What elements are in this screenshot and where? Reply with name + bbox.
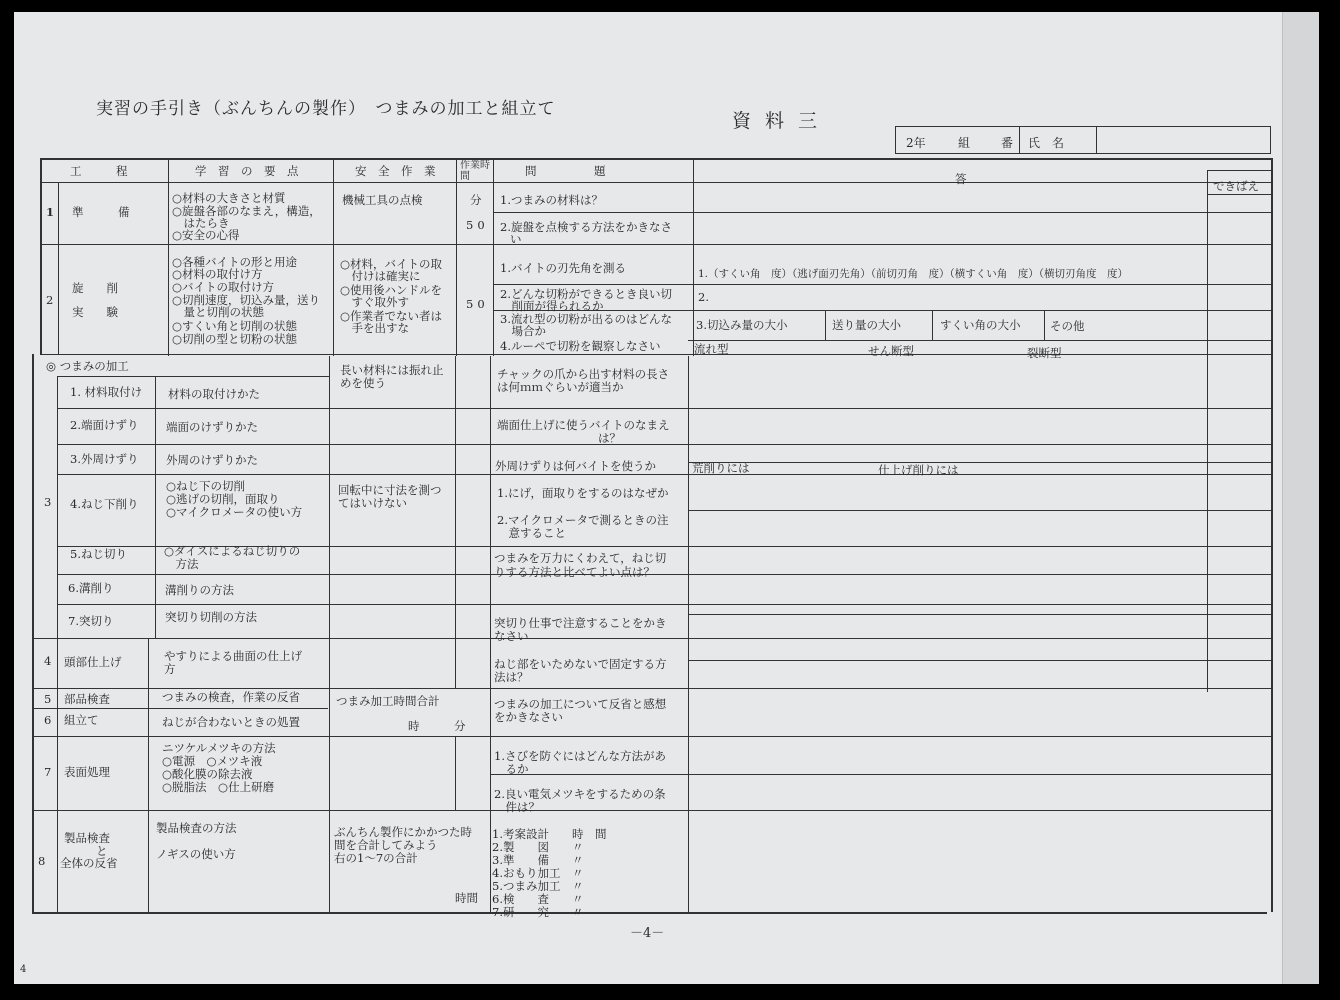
point-text: ○酸化膜の除去液	[162, 767, 253, 781]
number-label: 番	[1001, 136, 1014, 150]
point-text: ○ねじ下の切削	[166, 479, 246, 493]
point-text: ○各種バイトの形と用途	[172, 255, 298, 269]
point-text: 量と切削の状態	[172, 305, 264, 319]
time-text: 50	[466, 297, 489, 311]
point-text: ○脱脂法 ○仕上研磨	[162, 780, 275, 794]
process-name: 旋 削	[72, 281, 118, 295]
point-text: ○バイトの取付け方	[172, 280, 275, 294]
question-text: 1.さびを防ぐにはどんな方法があ	[494, 749, 666, 763]
question-text: 5.つまみ加工 〃	[492, 879, 584, 893]
point-text: はたらき	[172, 216, 230, 230]
name-field[interactable]	[1111, 134, 1261, 150]
safety-text: 時 分	[408, 719, 466, 733]
safety-text: 手を出すな	[340, 321, 409, 335]
row-number: 1	[46, 205, 55, 219]
safety-text: ○材料，バイトの取	[340, 257, 443, 271]
subprocess-name: 1. 材料取付け	[70, 385, 143, 399]
safety-text: めを使う	[340, 376, 386, 390]
row-number: 2	[46, 293, 54, 307]
safety-text: 付けは確実に	[340, 269, 421, 283]
point-text: ねじが合わないときの処置	[162, 715, 300, 729]
point-text: ○旋盤各部のなまえ，構造，	[172, 204, 321, 218]
safety-text: 時間	[455, 891, 478, 905]
question-text: 4.ルーペで切粉を観察しなさい	[500, 339, 661, 353]
answer-text: その他	[1050, 319, 1085, 333]
safety-text: 回転中に寸法を測つ	[338, 483, 442, 497]
process-name: と	[96, 844, 108, 858]
safety-text: ○使用後ハンドルを	[340, 283, 443, 297]
process-name: 組立て	[64, 713, 99, 727]
question-text: 4.おもり加工 〃	[492, 866, 584, 880]
question-text: 6.検 査 〃	[492, 892, 584, 906]
point-text: ○すくい角と切削の状態	[172, 319, 298, 333]
point-text: 突切り切削の方法	[165, 610, 257, 624]
col-answer: 答	[955, 172, 967, 186]
row-number: 8	[38, 854, 46, 868]
question-text: 端面仕上げに使うバイトのなまえ	[497, 418, 670, 432]
safety-text: つまみ加工時間合計	[336, 694, 440, 708]
question-text: チャックの爪から出す材料の長さ	[497, 367, 670, 381]
col-process: 工 程	[70, 164, 128, 178]
point-text: ○切削速度，切込み量，送り	[172, 293, 321, 307]
question-text: は？	[598, 431, 621, 445]
point-text: ノギスの使い方	[156, 847, 236, 861]
question-text: 意すること	[497, 526, 566, 540]
row-number: 5	[44, 692, 52, 706]
process-name: 表面処理	[64, 765, 110, 779]
process-name: 頭部仕上げ	[64, 655, 122, 669]
point-text: ○マイクロメータの使い方	[166, 505, 303, 519]
time-text: 分	[470, 193, 482, 207]
subprocess-name: 7.突切り	[68, 614, 114, 628]
row-number: 6	[44, 713, 52, 727]
col-question: 問 題	[525, 164, 606, 178]
point-text: ○安全の心得	[172, 228, 240, 242]
safety-text: 機械工具の点検	[342, 193, 423, 207]
point-text: 外周のけずりかた	[166, 453, 258, 467]
question-text: 2.マイクロメータで測るときの注	[497, 513, 669, 527]
question-text: ねじ部をいためないで固定する方	[494, 657, 667, 671]
answer-text: 裂断型	[1027, 346, 1062, 360]
point-text: ○材料の大きさと材質	[172, 191, 286, 205]
safety-text: 右の1～7の合計	[334, 851, 418, 865]
col-safety: 安 全 作 業	[355, 164, 436, 178]
safety-text: ぶんちん製作にかかつた時	[334, 825, 472, 839]
answer-text: 1.（すくい角 度）（逃げ面刃先角）（前切刃角 度）（横すくい角 度）（横切刃角度 度）	[698, 268, 1129, 280]
material-number: 資料三	[732, 110, 832, 132]
process-name: 実 験	[72, 305, 118, 319]
point-text: 端面のけずりかた	[166, 420, 258, 434]
question-text: は何ｍｍぐらいが適当か	[497, 380, 624, 394]
page-fold-edge	[1282, 12, 1319, 984]
question-text: 2.製 図 〃	[492, 840, 584, 854]
safety-text: てはいけない	[338, 496, 407, 510]
question-text: い	[510, 232, 522, 246]
question-text: 1.バイトの刃先角を測る	[500, 261, 626, 275]
safety-text: ○作業者でない者は	[340, 309, 443, 323]
grade-label: 2年	[906, 136, 926, 150]
answer-text: せん断型	[868, 344, 914, 358]
question-text: 1.にげ，面取りをするのはなぜか	[497, 486, 669, 500]
subprocess-name: 2.端面けずり	[70, 418, 139, 432]
question-text: なさい	[494, 629, 529, 643]
subprocess-name: 5.ねじ切り	[70, 547, 127, 561]
safety-text: 長い材料には振れ止	[340, 363, 444, 377]
question-text: るか	[494, 762, 529, 776]
point-text: 方	[164, 662, 176, 676]
page-title: 実習の手引き（ぶんちんの製作） つまみの加工と組立て	[96, 99, 556, 119]
answer-text: 2.	[698, 290, 709, 304]
row-number: 7	[44, 765, 52, 779]
process-name: 準 備	[72, 205, 130, 219]
page-number: －4－	[630, 926, 665, 941]
point-text: 材料の取付けかた	[168, 387, 260, 401]
answer-text: 送り量の大小	[832, 318, 901, 332]
safety-text: すぐ取外す	[340, 295, 409, 309]
point-text: ○逃げの切削，面取り	[166, 492, 280, 506]
question-text: 7.研 究 〃	[492, 905, 584, 919]
point-text: 方法	[164, 557, 199, 571]
question-text: 2.どんな切粉ができるとき良い切	[500, 287, 672, 301]
subprocess-name: 6.溝削り	[68, 581, 114, 595]
point-text: ○ダイスによるねじ切りの	[164, 544, 301, 558]
process-name: 部品検査	[64, 692, 110, 706]
question-text: 1.考案設計 時 間	[492, 827, 607, 841]
question-text: つまみを万力にくわえて，ねじ切	[494, 551, 667, 565]
point-text: ニツケルメツキの方法	[162, 741, 276, 755]
answer-text: 流れ型	[694, 342, 729, 356]
question-text: 3.準 備 〃	[492, 853, 584, 867]
question-text: 3.流れ型の切粉が出るのはどんな	[500, 312, 672, 326]
answer-text: 仕上げ削りには	[878, 463, 959, 477]
question-text: 1.つまみの材料は？	[500, 193, 603, 207]
subprocess-name: 4.ねじ下削り	[70, 497, 139, 511]
point-text: ○電源 ○メツキ液	[162, 754, 263, 768]
corner-mark: 4	[20, 964, 27, 975]
question-text: 2.良い電気メツキをするための条	[494, 787, 666, 801]
safety-text: 間を合計してみよう	[334, 838, 438, 852]
process-name: 全体の反省	[60, 856, 118, 870]
row-number: 3	[44, 495, 52, 509]
time-text: 50	[466, 218, 489, 232]
col-dekibae: できばえ	[1213, 179, 1259, 193]
row-number: 4	[44, 654, 52, 668]
class-label: 組	[958, 136, 971, 150]
question-text: 法は？	[494, 670, 529, 684]
name-label: 氏 名	[1028, 136, 1065, 150]
student-name-box	[895, 126, 1271, 154]
point-text: ○材料の取付け方	[172, 267, 263, 281]
question-text: をかきなさい	[494, 710, 563, 724]
col-points: 学 習 の 要 点	[195, 164, 299, 178]
col-time: 作業時間	[460, 160, 490, 182]
question-text: 突切り仕事で注意することをかき	[494, 616, 667, 630]
point-text: 溝削りの方法	[165, 583, 234, 597]
point-text: やすりによる曲面の仕上げ	[164, 649, 302, 663]
question-text: りする方法と比べてよい点は？	[494, 565, 655, 579]
point-text: 製品検査の方法	[156, 821, 237, 835]
subprocess-name: 3.外周けずり	[70, 452, 139, 466]
point-text: つまみの検査，作業の反省	[162, 690, 300, 704]
answer-text: 3.切込み量の大小	[696, 318, 788, 332]
point-text: ○切削の型と切粉の状態	[172, 332, 298, 346]
question-text: つまみの加工について反省と感想	[494, 697, 667, 711]
answer-text: すくい角の大小	[940, 318, 1021, 332]
question-text: 件は？	[494, 800, 540, 814]
question-text: 場合か	[500, 324, 546, 338]
answer-text: 荒削りには	[692, 461, 750, 475]
process-name: 製品検査	[64, 831, 110, 845]
question-text: 外周けずりは何バイトを使うか	[495, 459, 656, 473]
question-text: 削面が得られるか	[500, 299, 604, 313]
question-text: 2.旋盤を点検する方法をかきなさ	[500, 220, 672, 234]
section-heading: ◎ つまみの加工	[46, 359, 129, 373]
